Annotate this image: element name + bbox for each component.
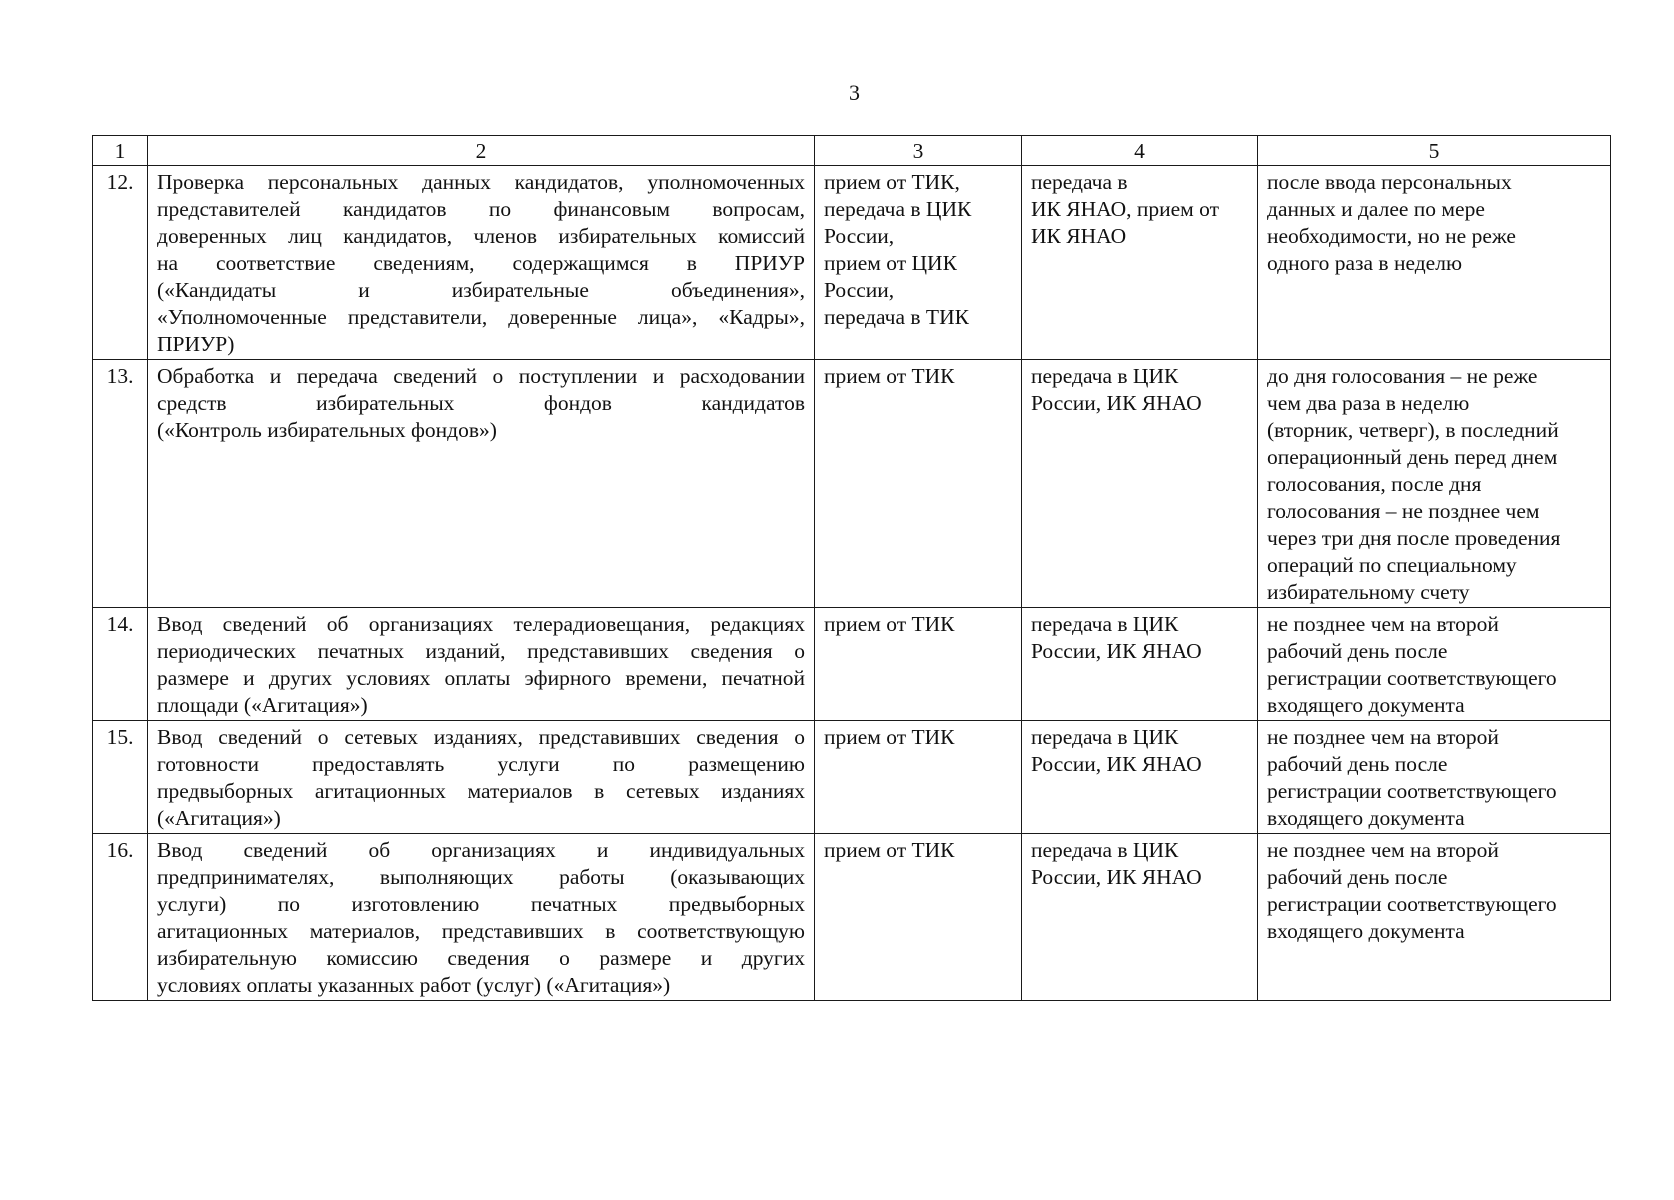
col3-line: России, [824,224,895,248]
col3-line: прием от ТИК [824,838,955,862]
row-col5 [1258,721,1611,834]
col5-line: (вторник, четверг), в последний [1267,418,1559,442]
description-line: предпринимателях, выполняющих работы (оказывающих [157,865,805,889]
col5-line: не позднее чем на второй [1267,725,1499,749]
col5-line: входящего документа [1267,919,1465,943]
description-line: Ввод сведений о сетевых изданиях, представивших сведения о [157,725,805,749]
col4-line: ИК ЯНАО, прием от [1031,197,1219,221]
col5-line: рабочий день после [1267,865,1448,889]
description-line: Ввод сведений об организациях и индивидуальных [157,838,805,862]
row-col3 [815,721,1022,834]
col5-line: чем два раза в неделю [1267,391,1470,415]
row-col4 [1022,721,1258,834]
col5-line: не позднее чем на второй [1267,838,1499,862]
col3-line: прием от ТИК [824,612,955,636]
col5-line: рабочий день после [1267,639,1448,663]
col5-line: через три дня после проведения [1267,526,1561,550]
col4-line: передача в ЦИК [1031,612,1179,636]
row-number: 12. [93,166,148,360]
col3-line: прием от ТИК [824,725,955,749]
description-line: условиях оплаты указанных работ (услуг) («Агитация») [157,973,671,997]
row-col4 [1022,166,1258,360]
col5-line: данных и далее по мере [1267,197,1485,221]
col5-line: рабочий день после [1267,752,1448,776]
col4-line: передача в [1031,170,1128,194]
row-col5 [1258,166,1611,360]
row-description [148,721,815,834]
row-description [148,608,815,721]
page-number: 3 [849,80,860,105]
description-line: Ввод сведений об организациях телерадиовещания, редакциях [157,612,805,636]
col5-line: после ввода персональных [1267,170,1512,194]
table-row [93,608,1611,721]
description-line: предвыборных агитационных материалов в сетевых изданиях [157,779,805,803]
col4-line: передача в ЦИК [1031,364,1179,388]
row-col5 [1258,834,1611,1001]
col5-line: входящего документа [1267,806,1465,830]
header-col-4: 4 [1022,136,1258,166]
col4-line: передача в ЦИК [1031,838,1179,862]
col4-line: России, ИК ЯНАО [1031,639,1202,663]
row-col4 [1022,608,1258,721]
description-line: («Кандидаты и избирательные объединения», [157,278,805,302]
row-number: 14. [93,608,148,721]
col3-line: прием от ТИК [824,364,955,388]
table-body [93,166,1611,1001]
col5-line: операционный день перед днем [1267,445,1558,469]
row-col5 [1258,360,1611,608]
description-line: периодических печатных изданий, представивших сведения о [157,639,805,663]
header-col-2: 2 [148,136,815,166]
row-number: 15. [93,721,148,834]
description-line: «Уполномоченные представители, доверенные лица», «Кадры», [157,305,805,329]
header-col-3: 3 [815,136,1022,166]
row-col5 [1258,608,1611,721]
col5-line: регистрации соответствующего [1267,892,1557,916]
table-header-row [93,136,1611,166]
description-line: избирательную комиссию сведения о размере и других [157,946,805,970]
description-line: средств избирательных фондов кандидатов [157,391,805,415]
description-line: ПРИУР) [157,332,235,356]
col5-line: не позднее чем на второй [1267,612,1499,636]
description-line: площади («Агитация») [157,693,368,717]
table-row [93,360,1611,608]
col5-line: необходимости, но не реже [1267,224,1516,248]
col5-line: голосования – не позднее чем [1267,499,1540,523]
col4-line: России, ИК ЯНАО [1031,865,1202,889]
row-number: 13. [93,360,148,608]
col5-line: регистрации соответствующего [1267,666,1557,690]
row-description [148,834,815,1001]
description-line: Обработка и передача сведений о поступлении и расходовании [157,364,805,388]
col4-line: России, ИК ЯНАО [1031,391,1202,415]
row-number: 16. [93,834,148,1001]
description-line: готовности предоставлять услуги по размещению [157,752,805,776]
col4-line: ИК ЯНАО [1031,224,1127,248]
description-line: представителей кандидатов по финансовым вопросам, [157,197,805,221]
col3-line: передача в ТИК [824,305,969,329]
row-col3 [815,608,1022,721]
table-row [93,166,1611,360]
col4-line: России, ИК ЯНАО [1031,752,1202,776]
col5-line: одного раза в неделю [1267,251,1463,275]
header-col-1: 1 [93,136,148,166]
col5-line: входящего документа [1267,693,1465,717]
col5-line: голосования, после дня [1267,472,1482,496]
col3-line: прием от ЦИК [824,251,957,275]
description-line: на соответствие сведениям, содержащимся в ПРИУР [157,251,805,275]
description-line: Проверка персональных данных кандидатов, уполномоченных [157,170,805,194]
schedule-table [92,135,1611,1001]
description-line: доверенных лиц кандидатов, членов избирательных комиссий [157,224,805,248]
col5-line: операций по специальному [1267,553,1517,577]
row-col4 [1022,360,1258,608]
col5-line: избирательному счету [1267,580,1470,604]
description-line: услуги) по изготовлению печатных предвыборных [157,892,805,916]
description-line: («Контроль избирательных фондов») [157,418,497,442]
description-line: агитационных материалов, представивших в соответствующую [157,919,805,943]
row-col3 [815,834,1022,1001]
row-col3 [815,360,1022,608]
col5-line: регистрации соответствующего [1267,779,1557,803]
col3-line: России, [824,278,895,302]
description-line: («Агитация») [157,806,281,830]
row-col4 [1022,834,1258,1001]
col4-line: передача в ЦИК [1031,725,1179,749]
description-line: размере и других условиях оплаты эфирного времени, печатной [157,666,805,690]
table-row [93,834,1611,1001]
row-description [148,360,815,608]
col3-line: прием от ТИК, [824,170,960,194]
row-col3 [815,166,1022,360]
header-col-5: 5 [1258,136,1611,166]
row-description [148,166,815,360]
table-row [93,721,1611,834]
col5-line: до дня голосования – не реже [1267,364,1538,388]
col3-line: передача в ЦИК [824,197,972,221]
